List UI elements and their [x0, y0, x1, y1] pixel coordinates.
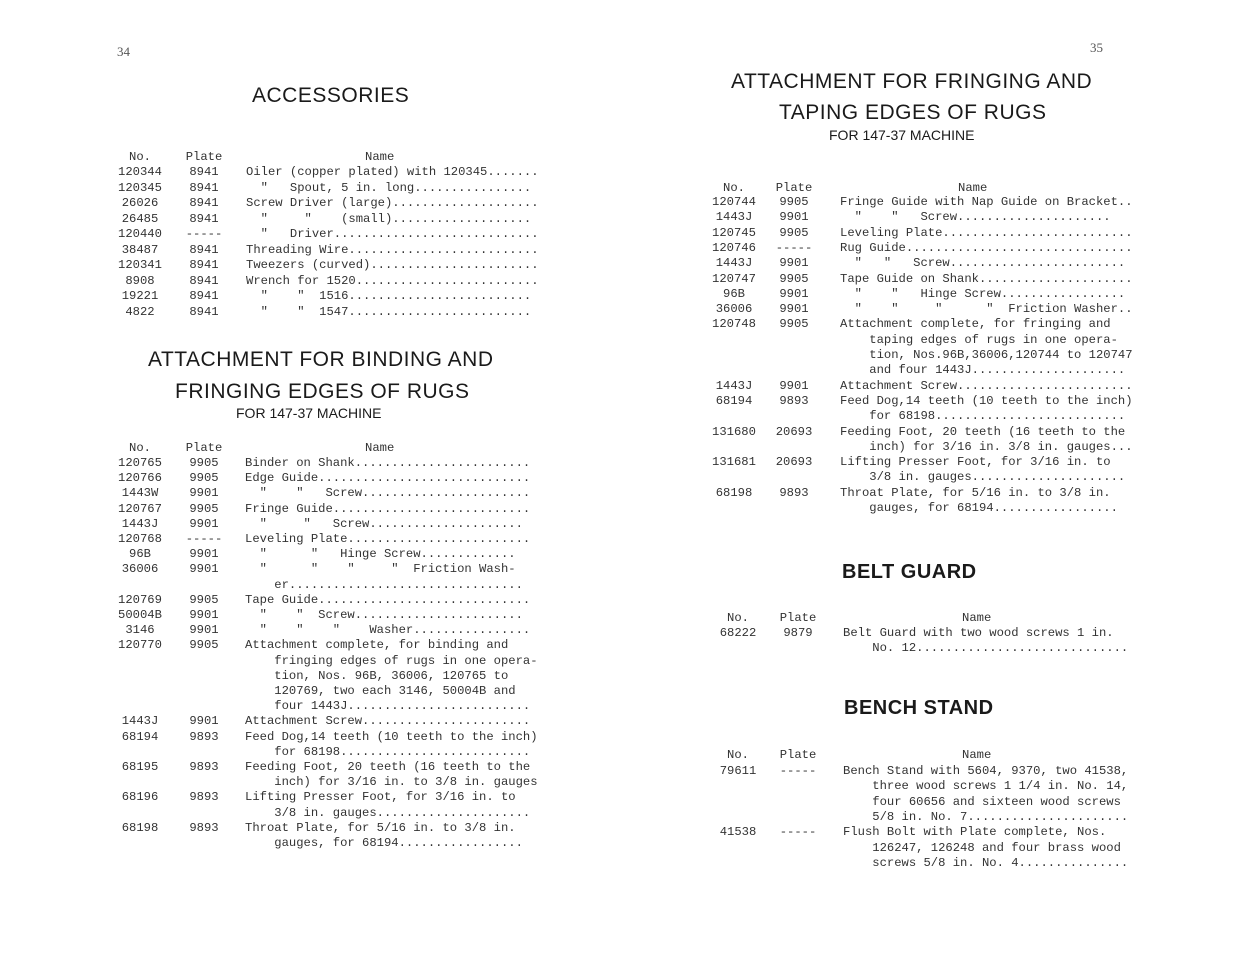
part-number: 50004B — [118, 608, 162, 622]
part-number: 3146 — [125, 623, 155, 638]
part-name: " " 1547......................... — [246, 304, 532, 319]
plate-number: 9901 — [779, 302, 809, 317]
part-number: 120765 — [118, 456, 162, 470]
part-name: four 60656 and sixteen wood screws — [843, 794, 1121, 809]
column-header-no: No. — [727, 748, 749, 762]
binding-title-line1: ATTACHMENT FOR BINDING AND — [148, 348, 494, 371]
column-header-plate: Plate — [775, 181, 813, 195]
plate-number: 9901 — [189, 623, 219, 638]
part-name: " " Hinge Screw................. — [840, 286, 1126, 301]
plate-number: 9901 — [189, 486, 219, 501]
part-number: 120770 — [118, 638, 162, 653]
part-number: 96B — [129, 547, 151, 562]
part-name: inch) for 3/16 in. to 3/8 in. gauges — [245, 775, 538, 790]
part-number: 120766 — [118, 471, 162, 486]
bench-stand-title: BENCH STAND — [844, 697, 994, 719]
plate-number: 9901 — [189, 714, 219, 729]
plate-number: 9901 — [189, 516, 219, 531]
plate-number: 9901 — [779, 286, 809, 301]
part-name: Rug Guide............................... — [840, 240, 1133, 255]
part-name: Feeding Foot, 20 teeth (16 teeth to the — [245, 760, 531, 774]
part-number: 68195 — [121, 760, 159, 774]
part-name: " Driver............................ — [246, 227, 539, 241]
part-name: No. 12............................. — [843, 641, 1129, 656]
part-name: Throat Plate, for 5/16 in. to 3/8 in. — [840, 485, 1111, 500]
plate-number: 20693 — [775, 455, 813, 470]
plate-number: 9905 — [189, 501, 219, 516]
plate-number: ----- — [775, 240, 813, 255]
column-header-no: No. — [723, 181, 745, 195]
part-number: 68196 — [121, 790, 159, 805]
part-name: screws 5/8 in. No. 4............... — [843, 855, 1129, 870]
part-number: 1443J — [715, 378, 753, 393]
fringing-title-line2: TAPING EDGES OF RUGS — [779, 101, 1047, 124]
part-name: " " Screw..................... — [245, 516, 523, 531]
part-number: 120344 — [118, 165, 162, 179]
part-name: Wrench for 1520......................... — [246, 273, 539, 288]
part-name: " " Screw....................... — [245, 608, 523, 622]
column-header-plate: Plate — [779, 611, 817, 625]
plate-number: 9901 — [779, 378, 809, 393]
part-name: Lifting Presser Foot, for 3/16 in. to — [840, 455, 1111, 470]
column-header-name: Name — [962, 611, 992, 625]
part-name: Attachment Screw........................ — [840, 378, 1133, 393]
part-name: inch) for 3/16 in. 3/8 in. gauges... — [840, 439, 1133, 454]
plate-number: 9905 — [189, 638, 219, 653]
plate-number: 8941 — [189, 273, 219, 288]
part-name: 120769, two each 3146, 50004B and — [245, 684, 516, 698]
plate-number: ----- — [185, 532, 223, 546]
plate-number: 9901 — [779, 256, 809, 271]
part-name: Tweezers (curved)....................... — [246, 258, 539, 272]
column-header-plate: Plate — [185, 150, 223, 164]
plate-number: 9901 — [189, 562, 219, 577]
part-number: 1443J — [715, 256, 753, 271]
part-name: Feed Dog,14 teeth (10 teeth to the inch) — [245, 729, 538, 744]
part-number: 68194 — [121, 729, 159, 744]
part-number: 36006 — [715, 302, 753, 317]
part-name: Attachment Screw....................... — [245, 714, 531, 729]
plate-number: 9893 — [189, 729, 219, 744]
fringing-subtitle: FOR 147-37 MACHINE — [829, 127, 975, 143]
part-name: 3/8 in. gauges..................... — [245, 805, 531, 820]
part-name: Attachment complete, for binding and — [245, 638, 509, 653]
part-name: tion, Nos.96B,36006,120744 to 120747 — [840, 348, 1133, 362]
plate-number: 8941 — [189, 165, 219, 179]
part-name: 126247, 126248 and four brass wood — [843, 840, 1121, 855]
plate-number: ----- — [779, 764, 817, 778]
belt-guard-title: BELT GUARD — [842, 561, 977, 583]
part-name: Feed Dog,14 teeth (10 teeth to the inch) — [840, 393, 1133, 408]
part-number: 120440 — [118, 227, 162, 241]
part-name: " Spout, 5 in. long................ — [246, 180, 532, 195]
plate-number: 9901 — [189, 547, 219, 562]
plate-number: 8941 — [189, 242, 219, 257]
plate-number: 8941 — [189, 180, 219, 195]
part-name: Fringe Guide with Nap Guide on Bracket.. — [840, 195, 1133, 209]
part-number: 68222 — [719, 626, 757, 640]
part-number: 68194 — [715, 393, 753, 408]
part-name: Attachment complete, for fringing and — [840, 317, 1111, 332]
part-name: 5/8 in. No. 7...................... — [843, 809, 1129, 824]
plate-number: 20693 — [775, 424, 813, 439]
part-number: 1443J — [121, 516, 159, 531]
plate-number: 9905 — [779, 317, 809, 332]
plate-number: 9905 — [189, 471, 219, 486]
plate-number: 9893 — [189, 760, 219, 774]
part-number: 120748 — [712, 317, 756, 332]
part-number: 1443J — [715, 210, 753, 225]
column-header-no: No. — [129, 150, 151, 164]
part-number: 120341 — [118, 258, 162, 272]
part-number: 1443J — [121, 714, 159, 729]
part-name: Binder on Shank........................ — [245, 456, 531, 470]
part-number: 131680 — [712, 424, 756, 439]
plate-number: 8941 — [189, 289, 219, 303]
part-number: 120769 — [118, 592, 162, 607]
part-name: " " Screw........................ — [840, 256, 1126, 271]
part-name: " " Hinge Screw............. — [245, 547, 516, 562]
plate-number: 9905 — [779, 225, 809, 240]
part-number: 19221 — [121, 289, 159, 303]
part-name: and four 1443J..................... — [840, 363, 1126, 378]
binding-subtitle: FOR 147-37 MACHINE — [236, 405, 382, 421]
part-number: 1443W — [121, 486, 159, 501]
part-number: 120745 — [712, 225, 756, 240]
accessories-title: ACCESSORIES — [252, 84, 410, 107]
plate-number: 9905 — [779, 195, 809, 209]
column-header-name: Name — [962, 748, 992, 762]
part-name: gauges, for 68194................. — [245, 836, 523, 850]
part-number: 96B — [723, 286, 745, 301]
part-name: Lifting Presser Foot, for 3/16 in. to — [245, 790, 516, 805]
part-name: " " Screw..................... — [840, 210, 1111, 225]
column-header-no: No. — [129, 441, 151, 455]
part-name: Flush Bolt with Plate complete, Nos. — [843, 825, 1107, 840]
part-name: fringing edges of rugs in one opera- — [245, 653, 538, 668]
part-name: Fringe Guide........................... — [245, 501, 531, 516]
part-name: " " 1516......................... — [246, 289, 532, 303]
part-name: " " Screw....................... — [245, 486, 531, 501]
plate-number: 8941 — [189, 196, 219, 210]
part-number: 8908 — [125, 273, 155, 288]
plate-number: 9893 — [779, 485, 809, 500]
plate-number: 9893 — [779, 393, 809, 408]
plate-number: 9905 — [779, 271, 809, 286]
plate-number: 9905 — [189, 456, 219, 470]
plate-number: 8941 — [189, 258, 219, 272]
part-name: " " (small)................... — [246, 211, 532, 226]
plate-number: 9905 — [189, 592, 219, 607]
part-name: Threading Wire.......................... — [246, 242, 539, 257]
column-header-name: Name — [365, 441, 395, 455]
plate-number: 9901 — [779, 210, 809, 225]
part-number: 68198 — [715, 485, 753, 500]
part-number: 120345 — [118, 180, 162, 195]
part-name: three wood screws 1 1/4 in. No. 14, — [843, 779, 1129, 794]
column-header-name: Name — [958, 181, 988, 195]
part-name: taping edges of rugs in one opera- — [840, 332, 1118, 347]
part-name: " " " " Friction Washer.. — [840, 302, 1133, 317]
part-number: 38487 — [121, 242, 159, 257]
part-name: er................................ — [245, 577, 523, 592]
part-number: 120744 — [712, 195, 756, 209]
part-name: Screw Driver (large).................... — [246, 196, 539, 210]
part-number: 4822 — [125, 304, 155, 319]
part-number: 79611 — [719, 764, 757, 778]
part-name: Oiler (copper plated) with 120345....... — [246, 165, 539, 179]
part-number: 26485 — [121, 211, 159, 226]
page-number-right: 35 — [1090, 40, 1103, 55]
plate-number: 9893 — [189, 790, 219, 805]
part-name: Belt Guard with two wood screws 1 in. — [843, 626, 1114, 640]
part-number: 120768 — [118, 532, 162, 546]
part-name: four 1443J......................... — [245, 699, 531, 714]
part-name: for 68198.......................... — [840, 409, 1126, 424]
part-number: 68198 — [121, 820, 159, 835]
part-name: " " " " Friction Wash- — [245, 562, 516, 577]
plate-number: 9893 — [189, 820, 219, 835]
part-number: 26026 — [121, 196, 159, 210]
part-number: 131681 — [712, 455, 756, 470]
plate-number: 9901 — [189, 608, 219, 622]
plate-number: ----- — [185, 227, 223, 241]
part-number: 120746 — [712, 240, 756, 255]
part-name: Edge Guide............................. — [245, 471, 531, 486]
part-name: Tape Guide on Shank..................... — [840, 271, 1133, 286]
part-name: gauges, for 68194................. — [840, 501, 1118, 515]
column-header-no: No. — [727, 611, 749, 625]
part-name: Leveling Plate......................... — [245, 532, 531, 546]
part-name: Throat Plate, for 5/16 in. to 3/8 in. — [245, 820, 516, 835]
column-header-plate: Plate — [779, 748, 817, 762]
part-name: Tape Guide............................. — [245, 592, 531, 607]
part-name: Feeding Foot, 20 teeth (16 teeth to the — [840, 424, 1126, 439]
part-name: " " " Washer................ — [245, 623, 531, 638]
part-name: Leveling Plate.......................... — [840, 225, 1133, 240]
binding-title-line2: FRINGING EDGES OF RUGS — [175, 380, 470, 403]
plate-number: ----- — [779, 825, 817, 840]
part-number: 120747 — [712, 271, 756, 286]
part-name: tion, Nos. 96B, 36006, 120765 to — [245, 668, 509, 683]
part-number: 36006 — [121, 562, 159, 577]
part-number: 120767 — [118, 501, 162, 516]
page-number-left: 34 — [117, 44, 130, 59]
column-header-name: Name — [365, 150, 395, 164]
plate-number: 8941 — [189, 211, 219, 226]
plate-number: 8941 — [189, 304, 219, 319]
part-name: Bench Stand with 5604, 9370, two 41538, — [843, 764, 1129, 778]
plate-number: 9879 — [783, 626, 813, 640]
part-number: 41538 — [719, 825, 757, 840]
fringing-title-line1: ATTACHMENT FOR FRINGING AND — [731, 70, 1093, 93]
column-header-plate: Plate — [185, 441, 223, 455]
part-name: 3/8 in. gauges..................... — [840, 470, 1126, 485]
part-name: for 68198.......................... — [245, 744, 531, 759]
